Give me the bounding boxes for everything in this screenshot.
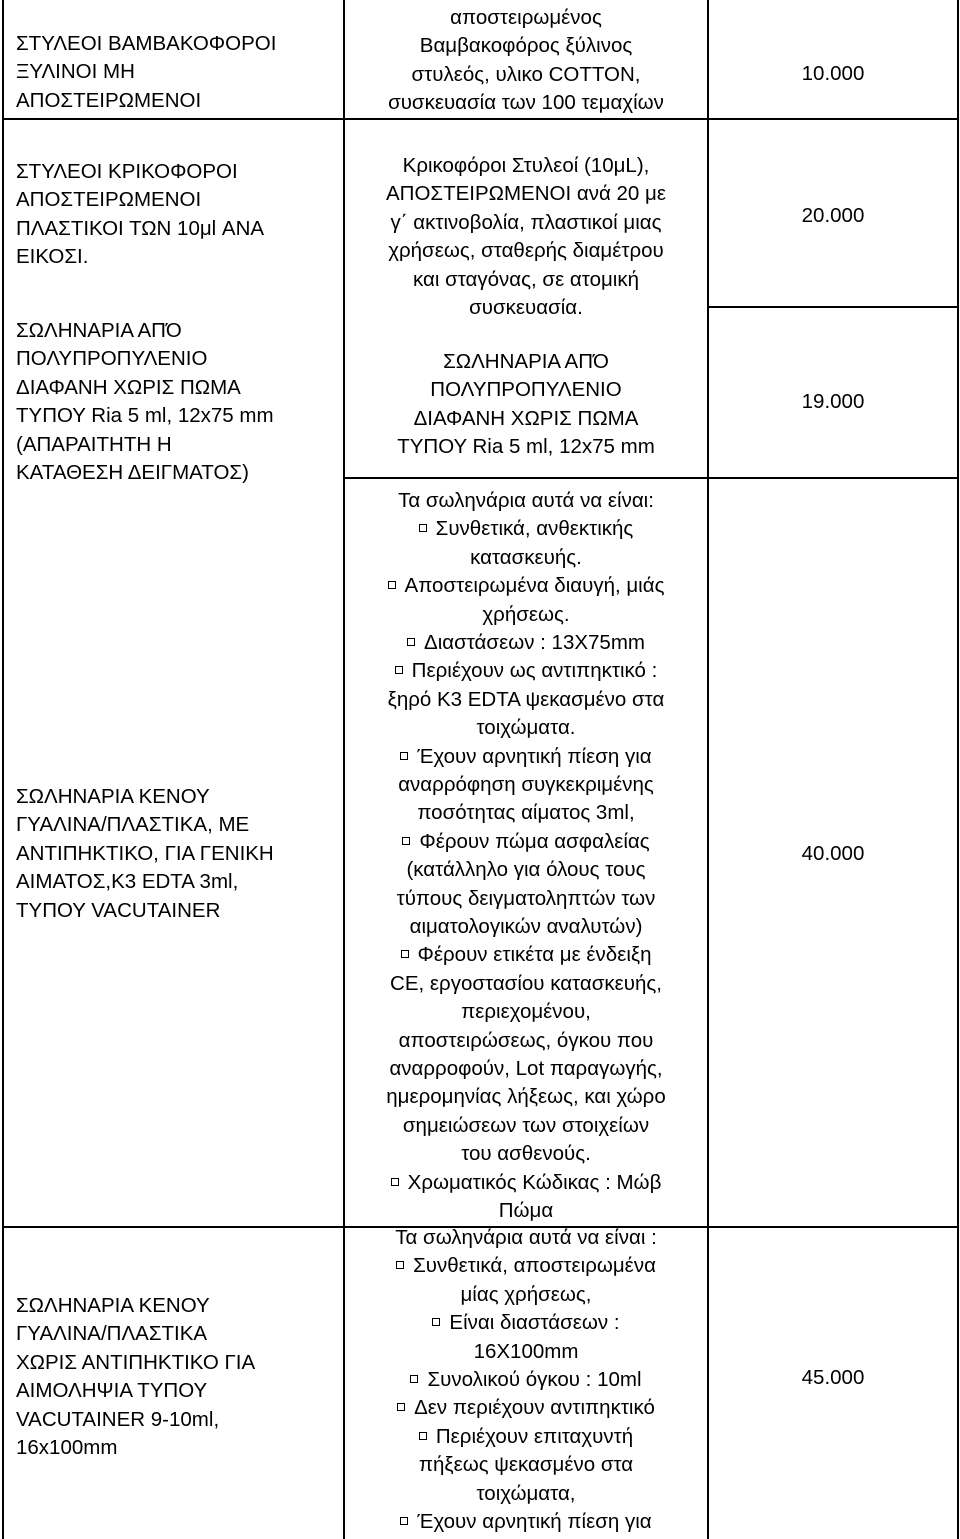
spec-bullet-item: [345, 1252, 707, 1280]
item-name-line: [16, 345, 207, 373]
spec-line: [345, 294, 707, 322]
spec-line-text: τοιχώματα,: [476, 1481, 576, 1505]
spec-line-text: ΣΩΛΗΝΑΡΙΑ ΑΠΌ: [443, 350, 609, 373]
spec-line: [345, 1027, 707, 1055]
spec-line-text: μίας χρήσεως,: [460, 1282, 592, 1306]
spec-bullet-item: [345, 1423, 707, 1451]
spec-bullet-item: [345, 572, 707, 600]
item-name-line: [16, 317, 182, 345]
item-name-line-text: VACUTAINER 9-10ml,: [16, 1407, 220, 1431]
spec-line: [345, 348, 707, 376]
spec-line: [345, 1112, 707, 1140]
spec-line-text: 16X100mm: [473, 1339, 579, 1363]
item-name-line: [16, 1377, 207, 1405]
spec-line: [345, 152, 707, 180]
spec-bullet-item: [345, 941, 707, 969]
item-name-line: [16, 1406, 219, 1434]
spec-bullet-item: [345, 515, 707, 543]
spec-bullet-item: [345, 1309, 707, 1337]
item-name-line-text: ΔΙΑΦΑΝΗ ΧΩΡΙΣ ΠΩΜΑ: [16, 375, 241, 399]
spec-intro: [345, 1224, 707, 1252]
spec-line: [345, 771, 707, 799]
bullet-square-icon: [400, 1517, 408, 1525]
quantity-value: [708, 388, 958, 416]
spec-bullet-item: [345, 629, 707, 657]
item-name-line: [16, 1349, 255, 1377]
bullet-square-icon: [419, 1432, 427, 1440]
spec-line-text: ΑΠΟΣΤΕΙΡΩΜΕΝΟΙ ανά 20 με: [386, 182, 666, 206]
spec-bullet-item-text: Φέρουν ετικέτα με ένδειξη: [417, 943, 652, 967]
item-name-line: [16, 215, 264, 243]
spec-line: [345, 376, 707, 404]
spec-line-text: (κατάλληλο για όλους τους: [406, 858, 646, 882]
quantity-value: [708, 1364, 958, 1392]
quantity-value: [708, 840, 958, 868]
quantity-value-text: 10.000: [801, 62, 865, 85]
item-name-line: [16, 1292, 210, 1320]
item-name-line-text: ΑΙΜΑΤΟΣ,Κ3 EDTA 3ml,: [16, 870, 239, 894]
item-name-line-text: ΧΩΡΙΣ ΑΝΤΙΠΗΚΤΙΚΟ ΓΙΑ: [16, 1350, 256, 1374]
spec-line: [345, 405, 707, 433]
table-border-left: [2, 0, 4, 1539]
spec-line-text: τοιχώματα.: [476, 716, 576, 740]
bullet-square-icon: [391, 1178, 399, 1186]
bullet-square-icon: [397, 1403, 405, 1411]
spec-line-text: ημερομηνίας λήξεως, και χώρο: [386, 1085, 666, 1109]
spec-bullet-item-text: Συνθετικά, ανθεκτικής: [435, 517, 634, 541]
row-divider-1: [2, 118, 958, 120]
spec-line: [345, 1197, 707, 1225]
bullet-square-icon: [388, 581, 396, 589]
spec-bullet-item: [345, 657, 707, 685]
item-name-line: [16, 402, 274, 430]
item-name-line-text: ΞΥΛΙΝΟΙ ΜΗ: [16, 60, 135, 84]
table-divider-2: [707, 0, 709, 1539]
table-border-right: [957, 0, 959, 1539]
spec-line-text: συσκευασία.: [469, 296, 583, 319]
spec-line: [345, 885, 707, 913]
spec-intro-text: Τα σωληνάρια αυτά να είναι:: [398, 489, 654, 512]
item-name-line: [16, 87, 201, 115]
item-name-line-text: ΣΩΛΗΝΑΡΙΑ ΑΠΌ: [16, 319, 182, 342]
bullet-square-icon: [419, 524, 427, 532]
item-name-line: [16, 158, 238, 186]
spec-bullet-item-text: Αποστειρωμένα διαυγή, μιάς: [404, 574, 665, 598]
spec-bullet-item: [345, 1366, 707, 1394]
spec-line: [345, 266, 707, 294]
spec-line-text: αιματολογικών αναλυτών): [409, 915, 643, 938]
item-name-line-text: ΠΟΛΥΠΡΟΠΥΛΕΝΙΟ: [16, 347, 208, 371]
spec-line-text: τύπους δειγματοληπτών των: [396, 886, 656, 910]
spec-line: [345, 1281, 707, 1309]
spec-line-text: ξηρό K3 EDTA ψεκασμένο στα: [387, 687, 665, 711]
item-name-line: [16, 186, 201, 214]
item-name-line: [16, 459, 249, 487]
item-name-line-text: ΤΥΠΟΥ Ria 5 ml, 12x75 mm: [16, 404, 274, 428]
spec-line: [345, 544, 707, 572]
spec-line-text: ποσότητας αίματος 3ml,: [417, 801, 635, 825]
item-name-line: [16, 897, 220, 925]
item-name-line: [16, 374, 241, 402]
spec-line: [345, 1083, 707, 1111]
spec-line-text: αποστειρωμένος: [450, 6, 602, 29]
spec-line: [345, 1338, 707, 1366]
spec-bullet-item-text: Χρωματικός Κώδικας : Μώβ: [407, 1170, 662, 1194]
bullet-square-icon: [400, 752, 408, 760]
spec-line: [345, 89, 707, 117]
item-name-line: [16, 811, 249, 839]
spec-bullet-item-text: Περιέχουν ως αντιπηκτικό :: [411, 659, 658, 683]
spec-line-text: αναρροφούν, Lot παραγωγής,: [389, 1057, 663, 1080]
spec-bullet-item: [345, 1169, 707, 1197]
spec-line-text: ΔΙΑΦΑΝΗ ΧΩΡΙΣ ΠΩΜΑ: [413, 406, 639, 430]
spec-line: [345, 209, 707, 237]
bullet-square-icon: [396, 1261, 404, 1269]
spec-line-text: Κρικοφόροι Στυλεοί (10μL),: [402, 154, 650, 177]
spec-line: [345, 433, 707, 461]
spec-line-text: και σταγόνας, σε ατομική: [412, 267, 639, 291]
item-name-line: [16, 243, 88, 271]
spec-line-text: Πώμα: [498, 1199, 554, 1222]
spec-line: [345, 61, 707, 89]
row-divider-2: [707, 306, 958, 308]
item-name-line: [16, 1320, 207, 1348]
spec-line-text: Βαμβακοφόρος ξύλινος: [419, 34, 633, 58]
quantity-value-text: 20.000: [801, 204, 865, 227]
spec-bullet-item: [345, 743, 707, 771]
item-name-line: [16, 58, 135, 86]
spec-line: [345, 686, 707, 714]
row-divider-3: [343, 477, 958, 479]
quantity-value: [708, 202, 958, 230]
item-name-line-text: ΑΠΟΣΤΕΙΡΩΜΕΝΟΙ: [16, 188, 202, 212]
bullet-square-icon: [401, 950, 409, 958]
spec-line: [345, 714, 707, 742]
spec-line-text: κατασκευής.: [470, 545, 582, 569]
item-name-line-text: ΠΛΑΣΤΙΚΟΙ ΤΩΝ 10μl ΑΝΑ: [16, 216, 265, 240]
item-name-line-text: ΚΑΤΑΘΕΣΗ ΔΕΙΓΜΑΤΟΣ): [16, 461, 249, 484]
spec-line-text: σημειώσεων των στοιχείων: [402, 1113, 650, 1137]
spec-line-text: στυλεός, υλικο COTTON,: [411, 62, 641, 86]
spec-line-text: περιεχομένου,: [461, 1000, 591, 1024]
item-name-line-text: ΤΥΠΟΥ VACUTAINER: [16, 898, 221, 922]
item-name-line-text: 16x100mm: [16, 1436, 118, 1459]
spec-line: [345, 1480, 707, 1508]
item-name-line-text: ΑΙΜΟΛΗΨΙΑ ΤΥΠΟΥ: [16, 1379, 208, 1403]
spec-line: [345, 32, 707, 60]
spec-line-text: αναρρόφηση συγκεκριμένης: [398, 773, 654, 796]
spec-line: [345, 1055, 707, 1083]
spec-bullet-item-text: Συνολικού όγκου : 10ml: [427, 1368, 642, 1391]
bullet-square-icon: [432, 1318, 440, 1326]
spec-intro: [345, 487, 707, 515]
item-name-line-text: (ΑΠΑΡΑΙΤΗΤΗ Η: [16, 432, 172, 456]
item-name-line-text: ΣΤΥΛΕΟΙ ΚΡΙΚΟΦΟΡΟΙ: [16, 160, 238, 183]
spec-bullet-item: [345, 1394, 707, 1422]
item-name-line-text: ΓΥΑΛΙΝΑ/ΠΛΑΣΤΙΚΑ: [16, 1322, 208, 1346]
quantity-value-text: 19.000: [801, 390, 865, 413]
spec-line: [345, 1451, 707, 1479]
item-name-line-text: ΣΤΥΛΕΟΙ ΒΑΜΒΑΚΟΦΟΡΟΙ: [16, 32, 277, 55]
spec-line: [345, 4, 707, 32]
spec-bullet-item-text: Φέρουν πώμα ασφαλείας: [419, 829, 650, 853]
quantity-value: [708, 60, 958, 88]
bullet-square-icon: [395, 666, 403, 674]
spec-bullet-item-text: Συνθετικά, αποστειρωμένα: [413, 1254, 656, 1278]
spec-line: [345, 970, 707, 998]
spec-line: [345, 1140, 707, 1168]
item-name-line-text: ΕΙΚΟΣΙ.: [16, 245, 89, 269]
spec-line-text: ΤΥΠΟΥ Ria 5 ml, 12x75 mm: [397, 435, 655, 459]
spec-bullet-item-text: Δεν περιέχουν αντιπηκτικό: [414, 1396, 655, 1420]
spec-line: [345, 913, 707, 941]
spec-line: [345, 856, 707, 884]
bullet-square-icon: [410, 1375, 418, 1383]
spec-line: [345, 180, 707, 208]
spec-line-text: CE, εργοστασίου κατασκευής,: [390, 971, 662, 995]
spec-line-text: πήξεως ψεκασμένο στα: [418, 1453, 634, 1477]
bullet-square-icon: [402, 837, 410, 845]
item-name-line-text: ΣΩΛΗΝΑΡΙΑ ΚΕΝΟΥ: [16, 1294, 210, 1317]
spec-line-text: αποστειρώσεως, όγκου που: [398, 1028, 654, 1052]
item-name-line-text: ΓΥΑΛΙΝΑ/ΠΛΑΣΤΙΚΑ, ΜΕ: [16, 813, 250, 837]
item-name-line: [16, 868, 238, 896]
bullet-square-icon: [407, 638, 415, 646]
spec-bullet-item-text: Είναι διαστάσεων :: [449, 1311, 620, 1335]
spec-bullet-item-text: Διαστάσεων : 13Χ75mm: [424, 631, 645, 654]
spec-line-text: γ΄ ακτινοβολία, πλαστικοί μιας: [390, 210, 662, 234]
spec-line-text: χρήσεως.: [482, 602, 570, 626]
item-name-line-text: ΑΝΤΙΠΗΚΤΙΚΟ, ΓΙΑ ΓΕΝΙΚΗ: [16, 841, 274, 865]
spec-line-text: χρήσεως, σταθερής διαμέτρου: [388, 239, 664, 263]
spec-line-text: ΠΟΛΥΠΡΟΠΥΛΕΝΙΟ: [430, 378, 622, 402]
item-name-line-text: ΣΩΛΗΝΑΡΙΑ ΚΕΝΟΥ: [16, 785, 210, 808]
quantity-value-text: 40.000: [801, 842, 865, 865]
spec-line: [345, 998, 707, 1026]
spec-bullet-item-text: Έχουν αρνητική πίεση για: [417, 744, 652, 768]
spec-bullet-item: [345, 1508, 707, 1536]
spec-line-text: του ασθενούς.: [461, 1142, 591, 1166]
item-name-line: [16, 783, 210, 811]
spec-bullet-item-text: Περιέχουν επιταχυντή: [435, 1424, 634, 1448]
spec-line: [345, 601, 707, 629]
quantity-value-text: 45.000: [801, 1366, 865, 1389]
item-name-line: [16, 431, 172, 459]
item-name-line: [16, 30, 276, 58]
spec-line: [345, 237, 707, 265]
item-name-line: [16, 1434, 117, 1462]
spec-bullet-item: [345, 828, 707, 856]
spec-line: [345, 799, 707, 827]
item-name-line-text: ΑΠΟΣΤΕΙΡΩΜΕΝΟΙ: [16, 88, 202, 112]
spec-intro-text: Τα σωληνάρια αυτά να είναι :: [395, 1226, 657, 1249]
spec-bullet-item-text: Έχουν αρνητική πίεση για: [417, 1510, 652, 1533]
item-name-line: [16, 840, 274, 868]
spec-line-text: συσκευασία των 100 τεμαχίων: [388, 91, 664, 115]
